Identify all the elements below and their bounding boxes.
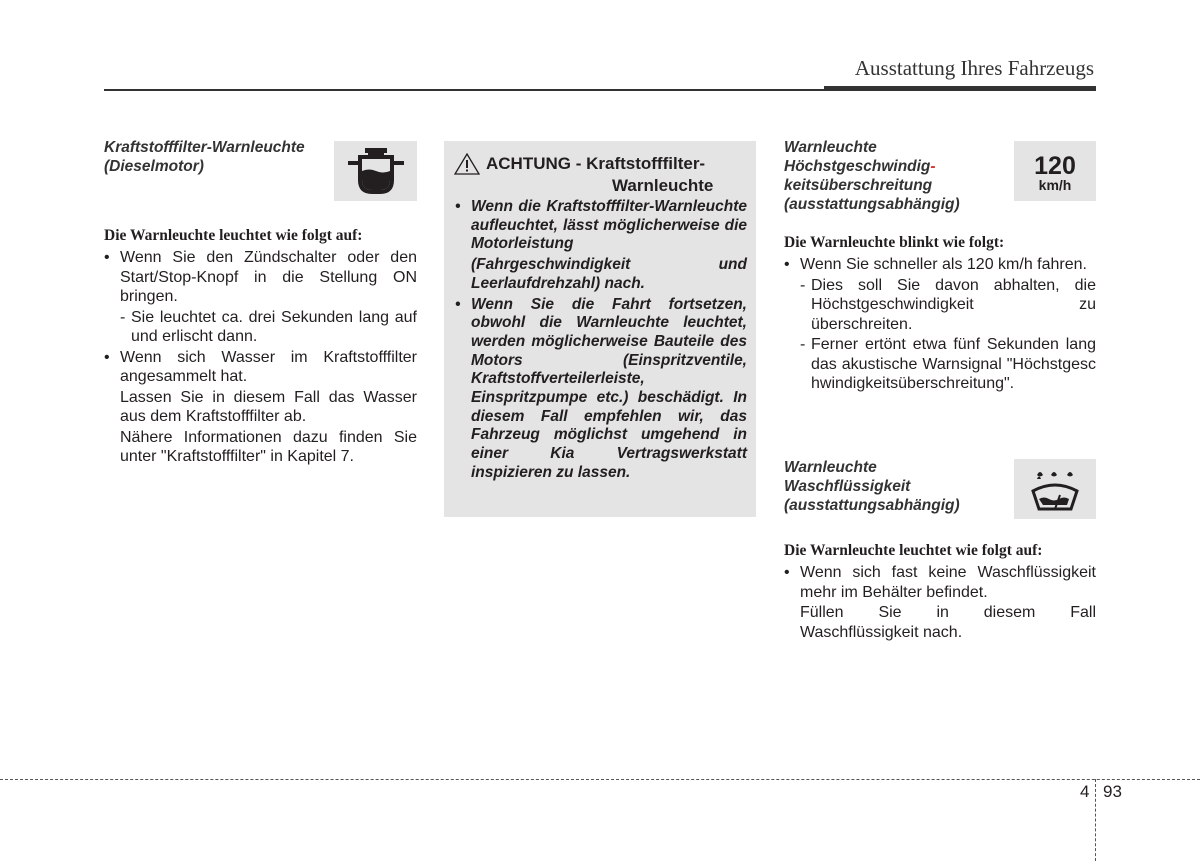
speed-warning-body — [784, 255, 1096, 394]
fuel-filter-title: Kraftstofffilter-Warnleuchte (Dieselmotor) — [104, 139, 305, 175]
list-continuation: Lassen Sie in diesem Fall das Wasser aus dem Kraftstofffilter ab. — [120, 388, 417, 425]
fuel-filter-body — [104, 248, 417, 467]
list-continuation: Füllen Sie in diesem Fall Waschflüssigkeit nach. — [800, 604, 1096, 641]
speed-warning-title: Warnleuchte Höchstgeschwindig- keitsüberschreitung (ausstattungsabhängig) — [784, 139, 960, 213]
footer-divider — [1095, 779, 1096, 861]
list-continuation: (Fahrgeschwindigkeit und Leerlaufdrehzahl) nach. — [471, 256, 747, 292]
speed-warning-heading: Die Warnleuchte blinkt wie folgt: — [784, 234, 1005, 251]
list-item: • Wenn sich Wasser im Kraftstofffilter angesammelt hat. — [104, 348, 417, 387]
page-number: 93 — [1103, 782, 1122, 801]
fuel-filter-heading: Die Warnleuchte leuchtet wie folgt auf: — [104, 227, 363, 244]
list-item: • Wenn die Kraftstofffilter-Warnleuchte aufleuchtet, lässt möglicherweise die Motorleistung — [455, 198, 747, 254]
warning-body — [455, 198, 747, 483]
fuel-filter-warning-icon — [334, 141, 417, 201]
washer-fluid-heading: Die Warnleuchte leuchtet wie folgt auf: — [784, 542, 1043, 559]
list-subitem: - Ferner ertönt etwa fünf Sekunden lang das akustische Warnsignal "Höchstgeschwindigkeitsüberschreitung". — [784, 335, 1096, 394]
warning-triangle-icon — [454, 153, 480, 175]
list-item: • Wenn Sie den Zündschalter oder den Start/Stop-Knopf in die Stellung ON bringen. — [104, 248, 417, 307]
speed-limit-icon — [1014, 141, 1096, 201]
washer-fluid-body — [784, 563, 1096, 642]
speed-value: 120 — [1034, 151, 1076, 180]
list-continuation: Nähere Informationen dazu finden Sie unter "Kraftstofffilter" in Kapitel 7. — [120, 428, 417, 465]
list-subitem: - Dies soll Sie davon abhalten, die Höchstgeschwindigkeit zu überschreiten. — [784, 276, 1096, 335]
footer-rule — [0, 779, 1200, 780]
washer-fluid-icon — [1014, 459, 1096, 519]
warning-box — [444, 141, 756, 517]
warning-title: ACHTUNG - Kraftstofffilter- Warnleuchte — [456, 153, 748, 197]
speed-unit: km/h — [1038, 176, 1072, 193]
list-item: • Wenn Sie schneller als 120 km/h fahren. — [784, 255, 1096, 275]
chapter-number: 4 — [1080, 782, 1090, 801]
list-item: • Wenn sich fast keine Waschflüssigkeit mehr im Behälter befindet. — [784, 563, 1096, 602]
list-subitem: - Sie leuchtet ca. drei Sekunden lang auf und erlischt dann. — [104, 308, 417, 347]
washer-fluid-title: Warnleuchte Waschflüssigkeit (ausstattungsabhängig) — [784, 459, 960, 514]
header-rule-accent — [824, 86, 1096, 91]
list-item: • Wenn Sie die Fahrt fortsetzen, obwohl die Warnleuchte leuchtet, werden möglicherweise Bauteile des Motors (Einspritzventile, Kraftstoffverteilerleiste, Einspritzpumpe etc.) beschädigt. In diesem Fall empfehlen wir, das Fahrzeug möglichst umgehend in einer Kia Vertragswerkstatt inspizieren zu lassen. — [455, 296, 747, 483]
page-header-title: Ausstattung Ihres Fahrzeugs — [854, 56, 1094, 80]
